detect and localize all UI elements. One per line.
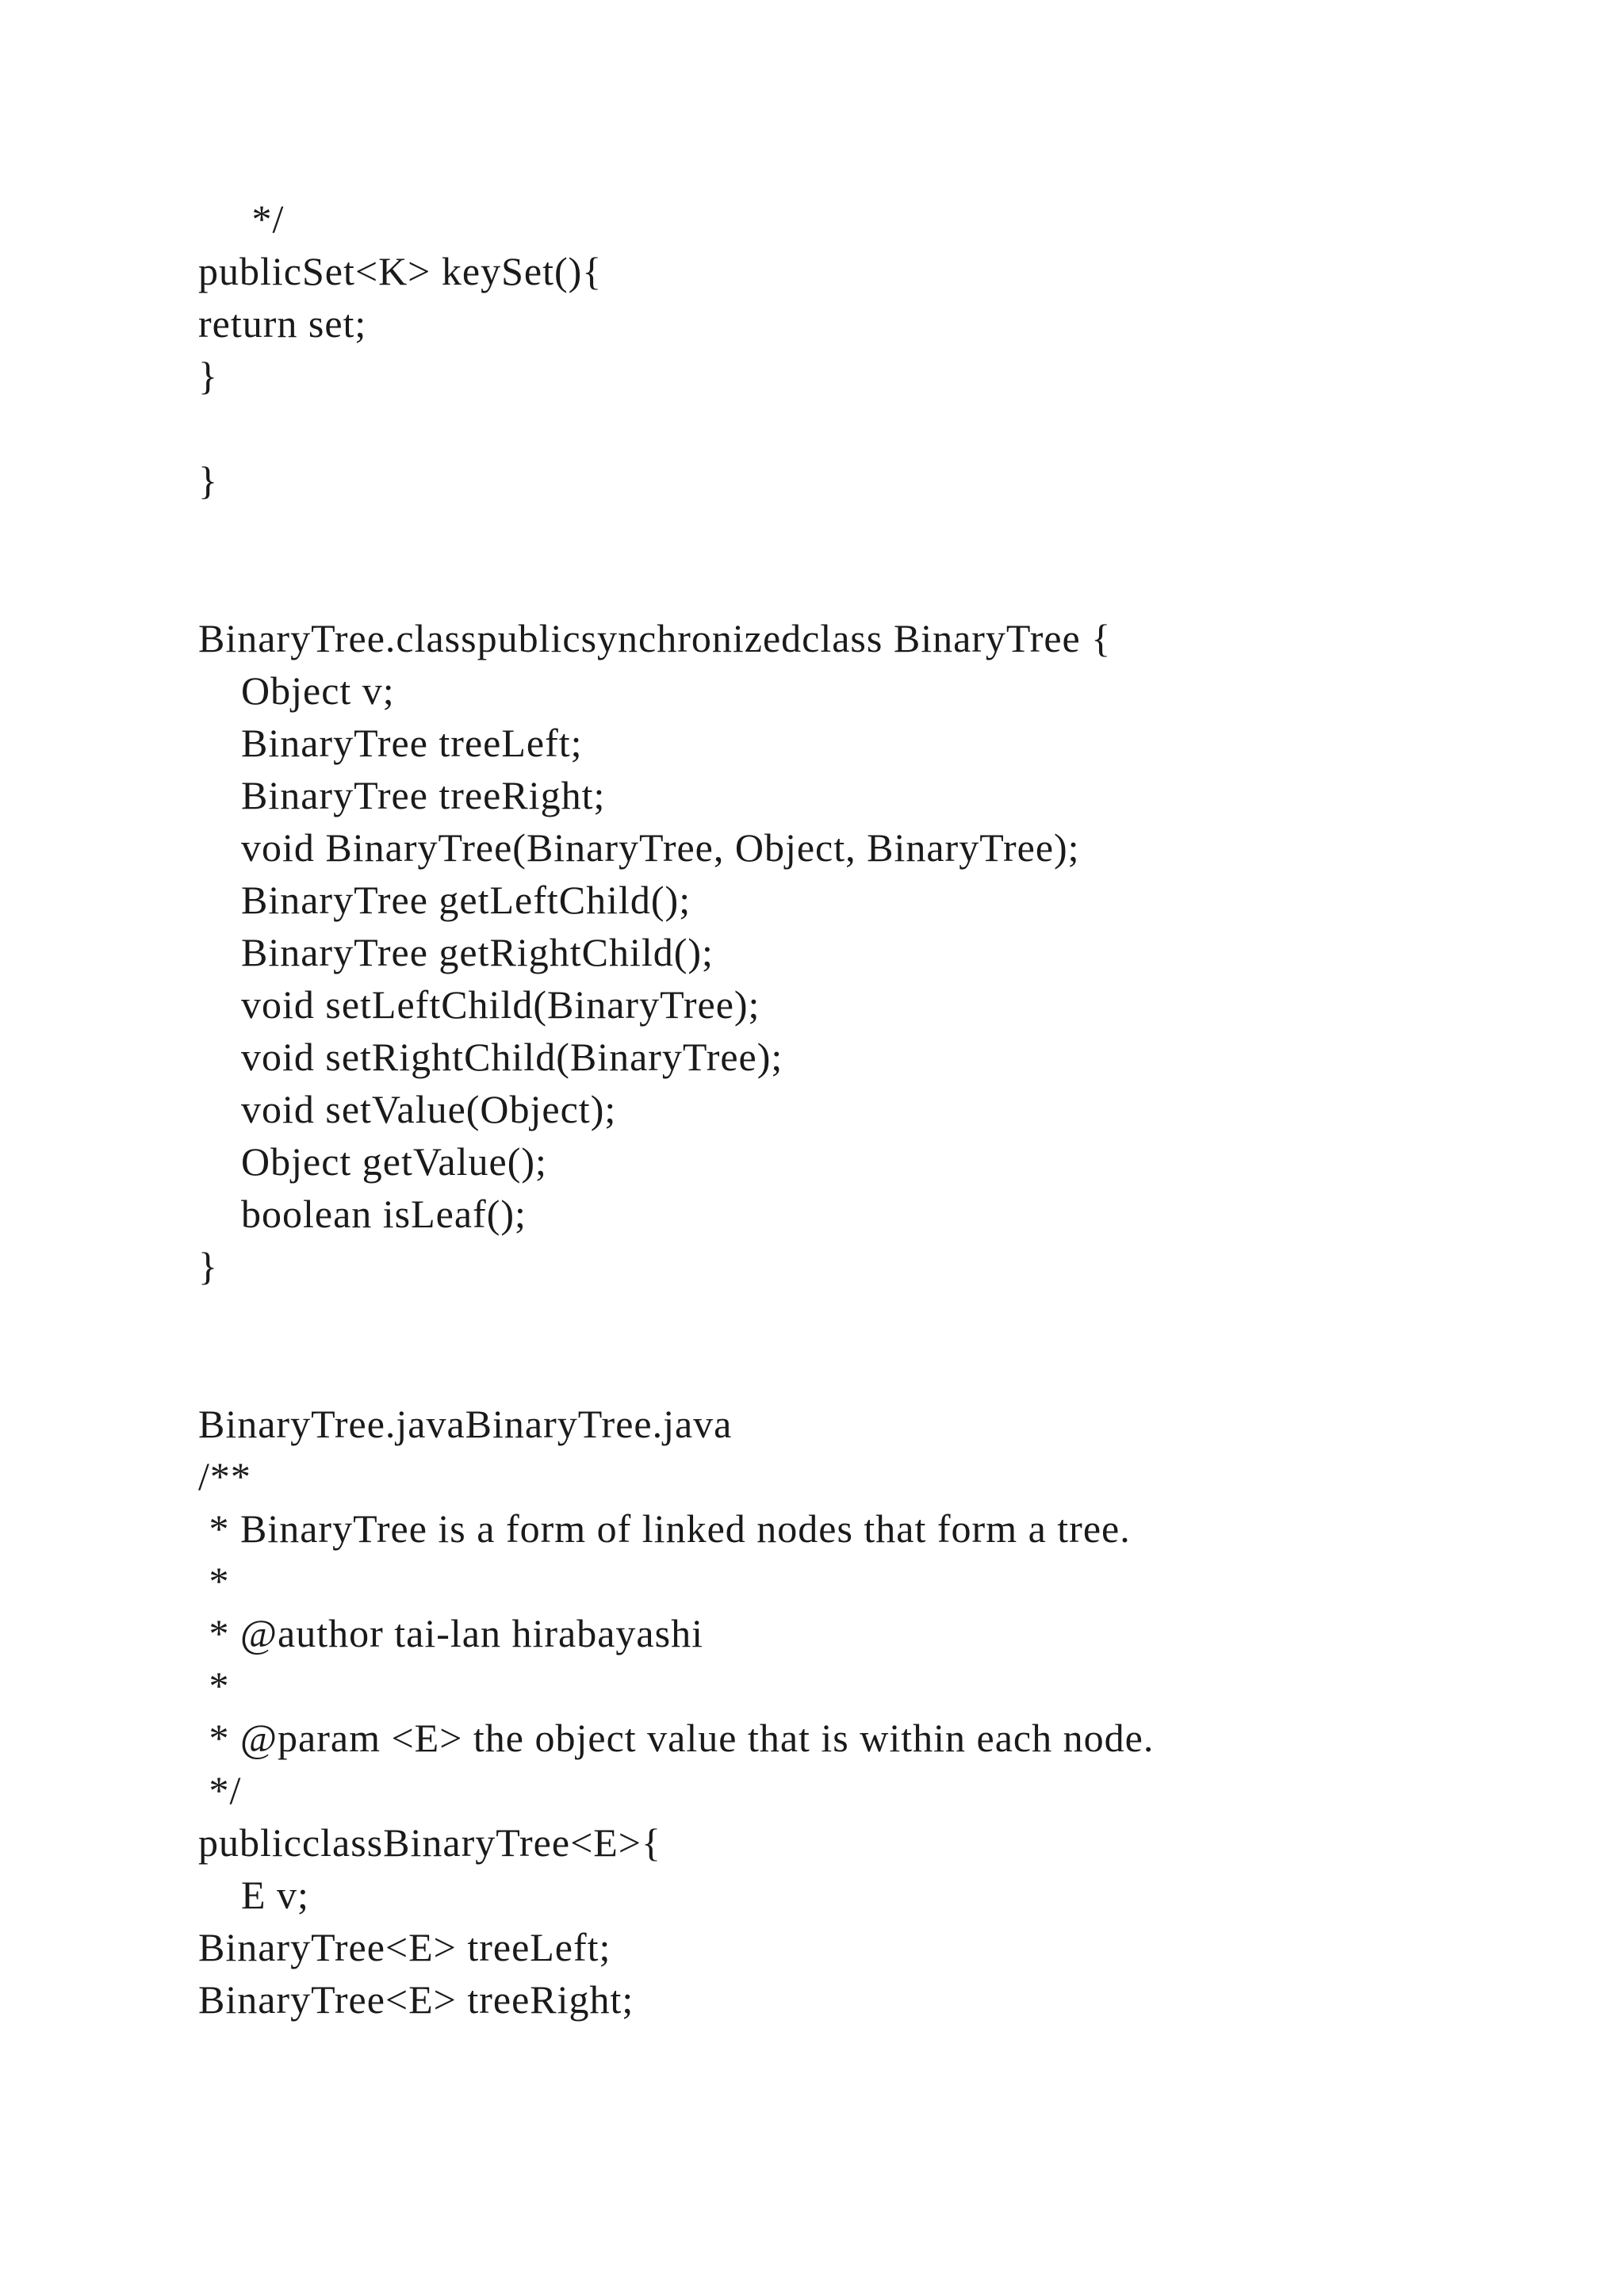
text-line: Object getValue();	[198, 1139, 547, 1184]
text-line: BinaryTree getRightChild();	[198, 930, 714, 974]
text-line: publicSet<K> keySet(){	[198, 249, 603, 293]
text-line: boolean isLeaf();	[198, 1192, 527, 1236]
text-line: BinaryTree treeLeft;	[198, 721, 583, 765]
text-line: void BinaryTree(BinaryTree, Object, BinaryTree);	[198, 825, 1080, 870]
text-line: *	[198, 1559, 230, 1603]
text-line: BinaryTree<E> treeRight;	[198, 1977, 634, 2022]
text-line: BinaryTree getLeftChild();	[198, 878, 691, 922]
text-line: }	[198, 1244, 218, 1288]
text-line: BinaryTree<E> treeLeft;	[198, 1925, 611, 1969]
text-line: E v;	[198, 1873, 309, 1917]
text-line: /**	[198, 1454, 251, 1498]
text-line: void setRightChild(BinaryTree);	[198, 1035, 783, 1079]
text-line: void setValue(Object);	[198, 1087, 617, 1131]
text-line: }	[198, 458, 218, 503]
text-line: BinaryTree treeRight;	[198, 773, 606, 817]
text-line: BinaryTree.javaBinaryTree.java	[198, 1402, 733, 1446]
text-line: Object v;	[198, 668, 395, 713]
text-line: BinaryTree.classpublicsynchronizedclass BinaryTree {	[198, 616, 1112, 660]
text-line: }	[198, 354, 218, 398]
text-line: void setLeftChild(BinaryTree);	[198, 982, 760, 1027]
text-line: */	[198, 1768, 242, 1812]
text-line: * BinaryTree is a form of linked nodes that form a tree.	[198, 1506, 1131, 1551]
text-line: *	[198, 1663, 230, 1708]
text-line: publicclassBinaryTree<E>{	[198, 1820, 662, 1865]
text-line: return set;	[198, 301, 367, 346]
text-line: */	[198, 197, 285, 241]
text-line: * @author tai-lan hirabayashi	[198, 1611, 703, 1655]
text-line: * @param <E> the object value that is within each node.	[198, 1716, 1155, 1760]
